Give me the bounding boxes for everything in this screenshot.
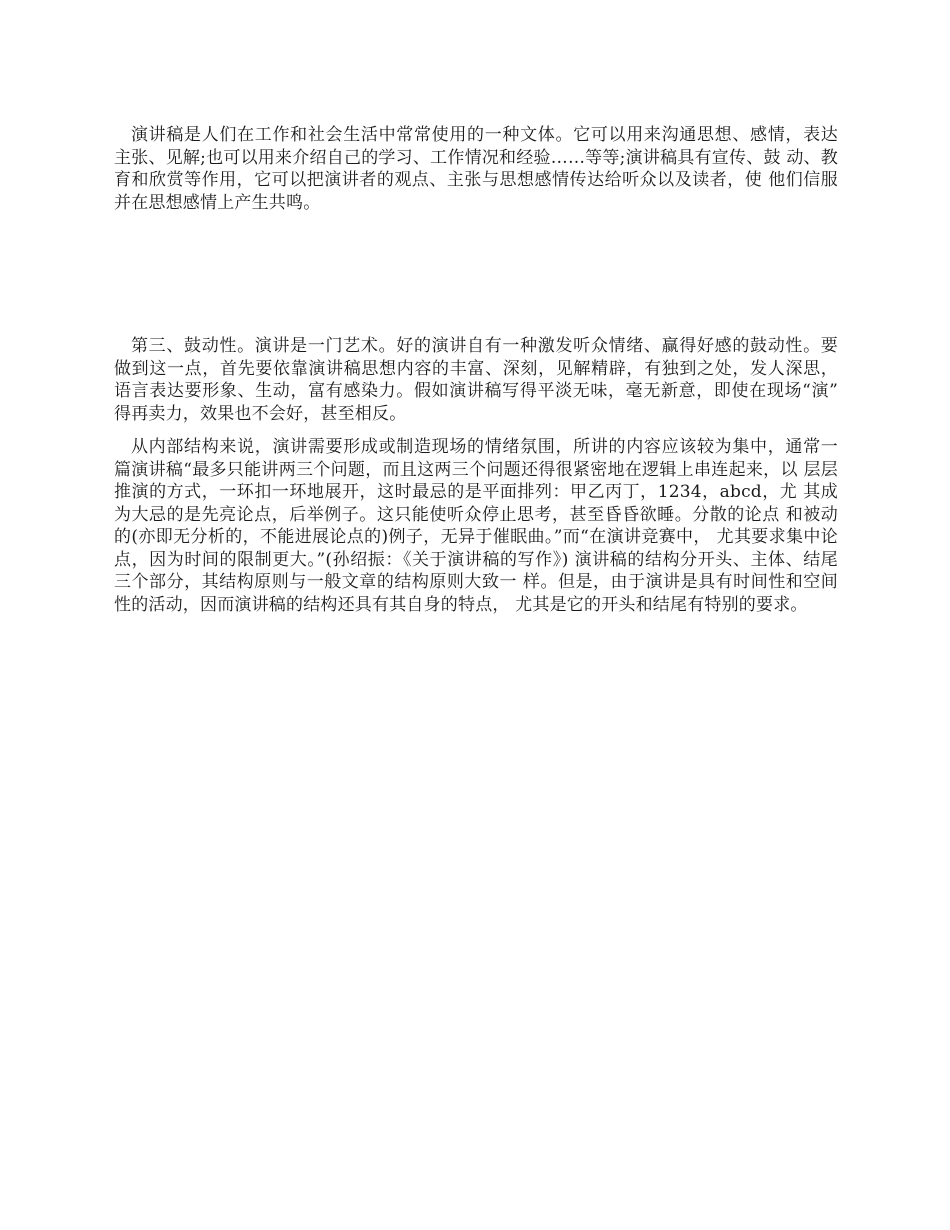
paragraph-third-point: 第三、鼓动性。演讲是一门艺术。好的演讲自有一种激发听众情绪、赢得好感的鼓动性。要 做到这一点，首先要依靠演讲稿思想内容的丰富、深刻，见解精辟，有独到之处，发人深思， 语言表达要形象、生动，富有感染力。假如演讲稿写得平淡无味，毫无新意，即使在现场“演” 得再卖力，效果也不会好，甚至相反。 bbox=[114, 336, 838, 424]
paragraph-structure: 从内部结构来说，演讲需要形成或制造现场的情绪氛围，所讲的内容应该较为集中，通常一 篇演讲稿“最多只能讲两三个问题，而且这两三个问题还得很紧密地在逻辑上串连起来，以 层层推演的方式，一环扣一环地展开，这时最忌的是平面排列：甲乙丙丁，1234，abcd，尤 其成为大忌的是先亮论点，后举例子。这只能使听众停止思考，甚至昏昏欲睡。分散的论点 和被动的(亦即无分析的，不能进展论点的)例子，无异于催眠曲。”而“在演讲竞赛中， 尤其要求集中论点，因为时间的限制更大。”(孙绍振：《关于演讲稿的写作》) 演讲稿的结构分开头、主体、结尾三个部分，其结构原则与一般文章的结构原则大致一 样。但是，由于演讲是具有时间性和空间性的活动，因而演讲稿的结构还具有其自身的特点， 尤其是它的开头和结尾有特别的要求。 bbox=[114, 437, 838, 615]
paragraph-intro: 演讲稿是人们在工作和社会生活中常常使用的一种文体。它可以用来沟通思想、感情，表达 主张、见解;也可以用来介绍自己的学习、工作情况和经验……等等;演讲稿具有宣传、鼓 动、教育和欣赏等作用，它可以把演讲者的观点、主张与思想感情传达给听众以及读者，使 他们信服并在思想感情上产生共鸣。 bbox=[114, 125, 838, 213]
